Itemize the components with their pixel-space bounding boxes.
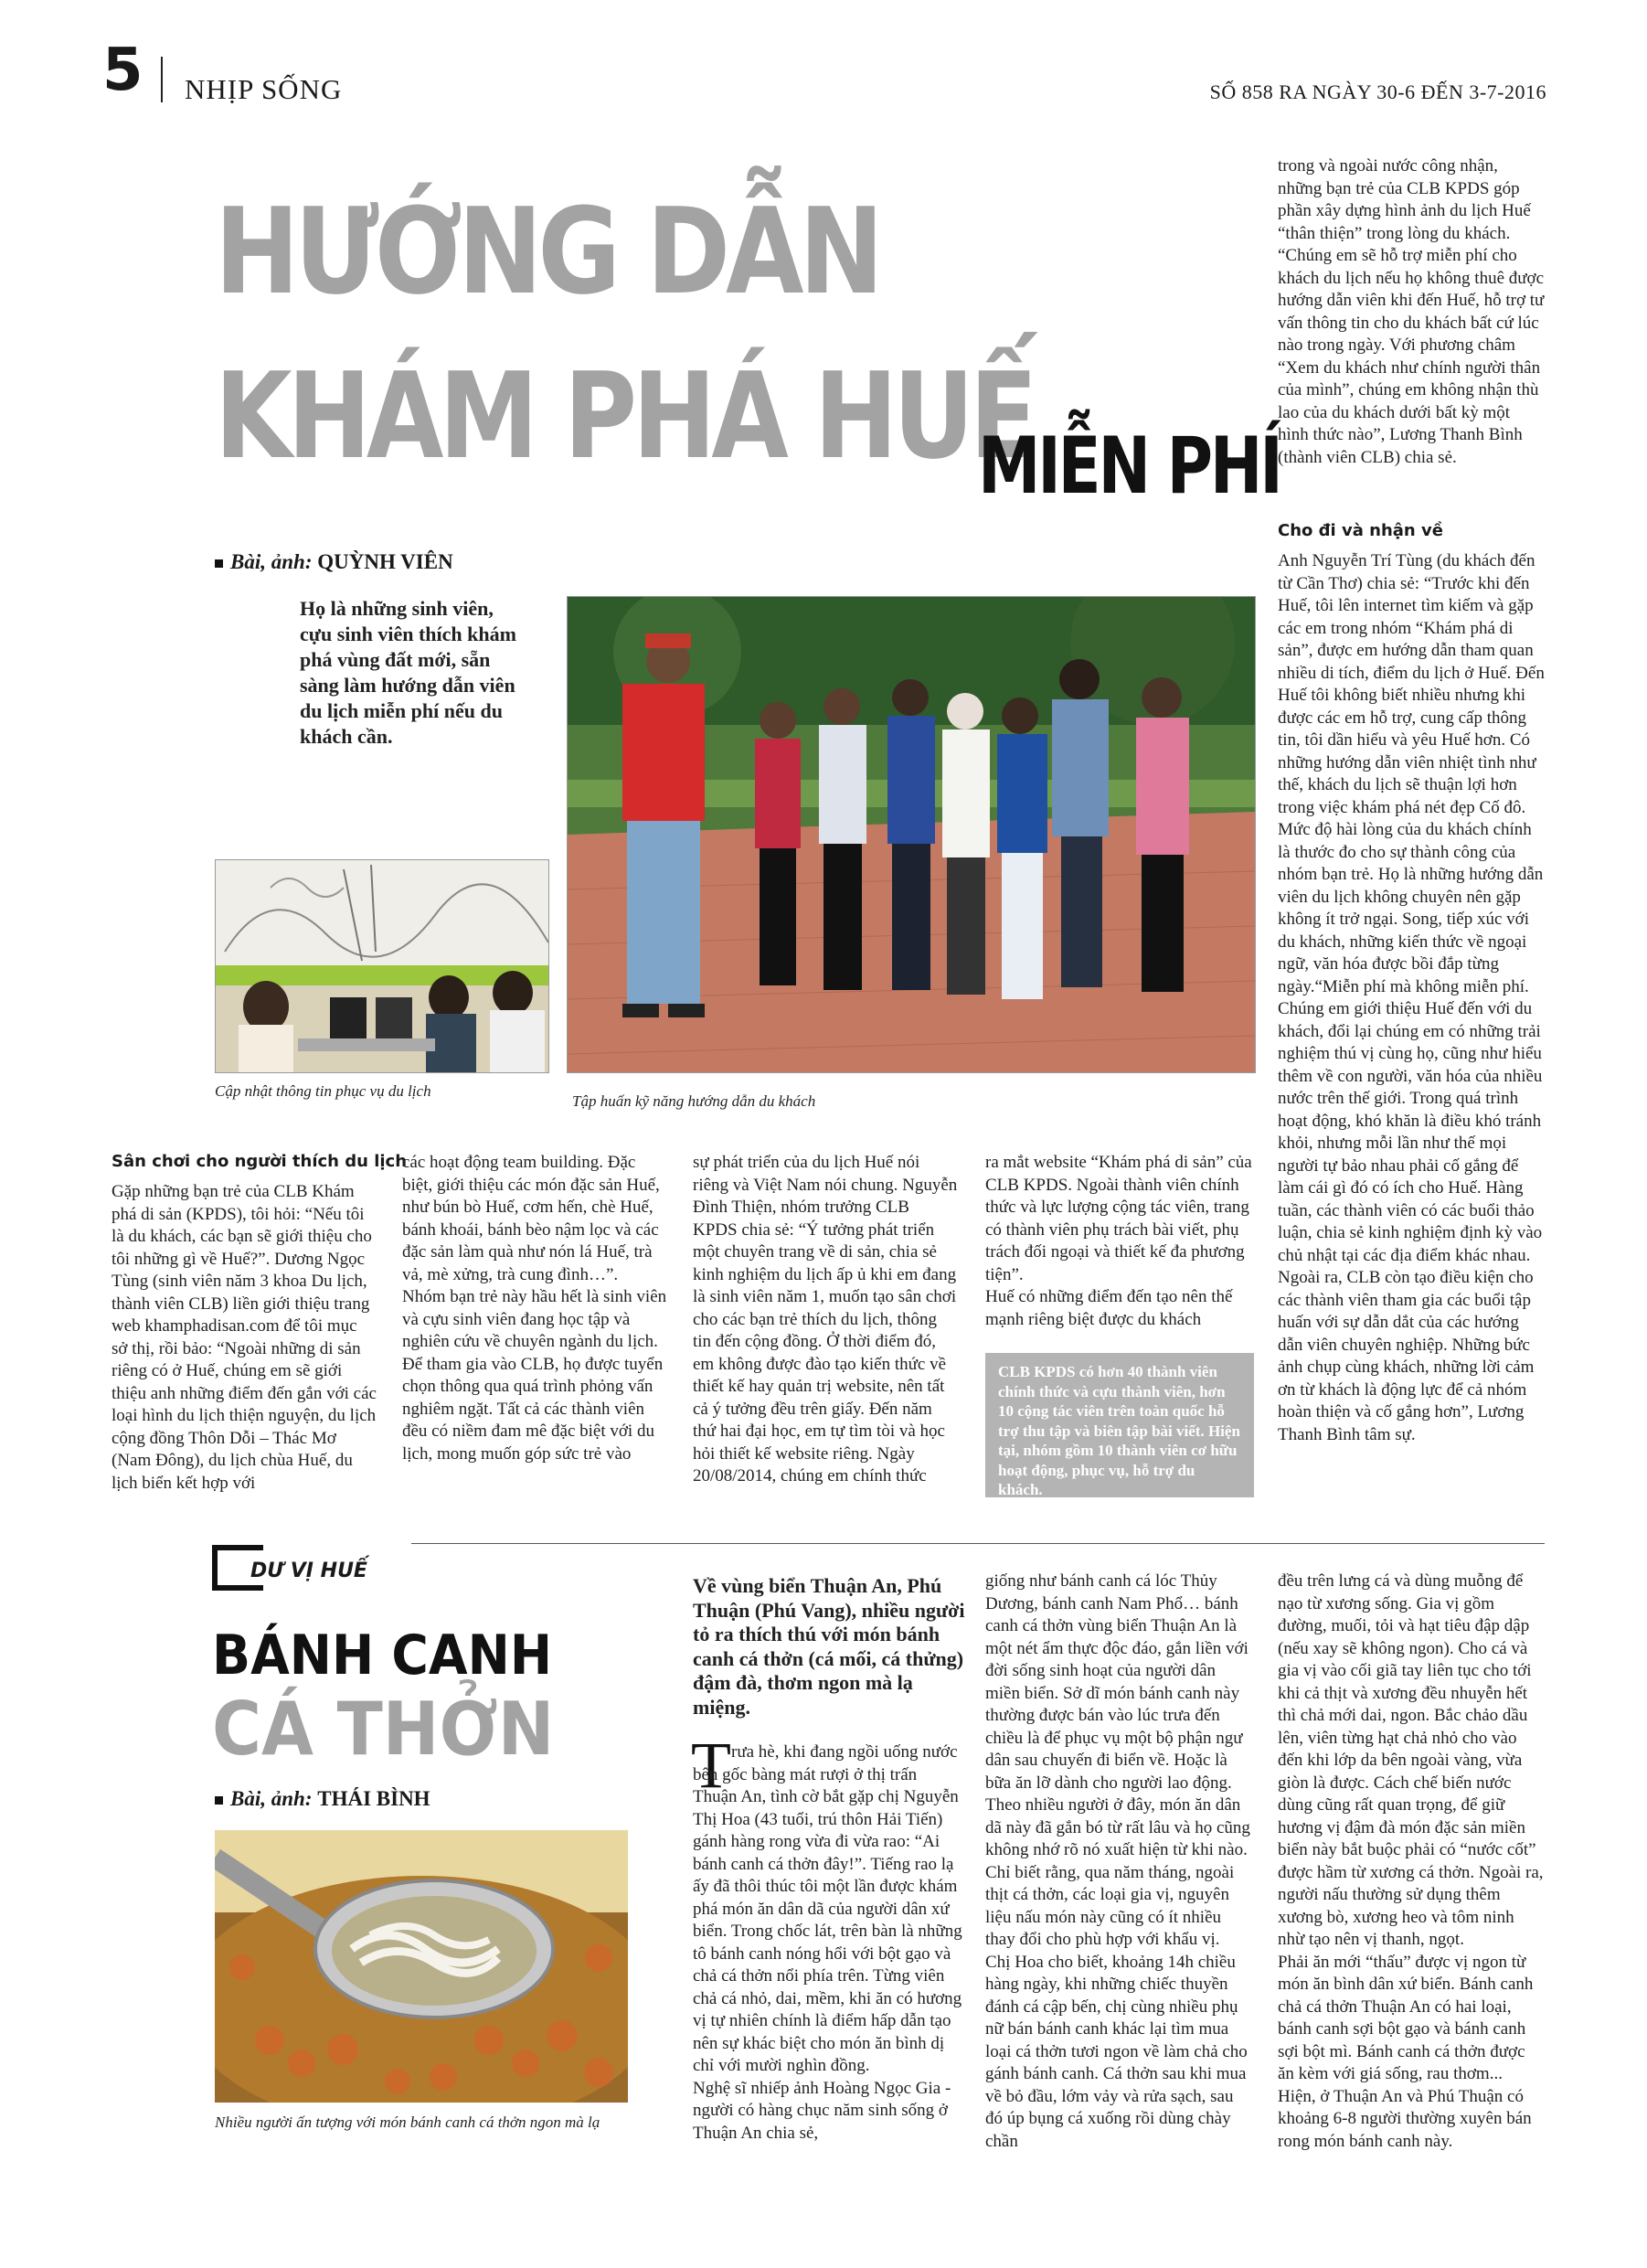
- article1-title-line1: HƯỚNG DẪN: [215, 182, 879, 321]
- article2-byline: [215, 1787, 430, 1811]
- article1-title-line3: MIỄN PHÍ: [978, 421, 1280, 512]
- byline-prefix: Bài, ảnh:: [230, 550, 313, 573]
- article2-column-2: giống như bánh canh cá lóc Thủy Dương, bánh canh Nam Phổ… bánh canh cá thởn vùng biển Thuận An là một nét ẩm thực độc đáo, gắn liền với đời sống sinh hoạt của người dân miền biển. Sở dĩ món bánh canh này thường được bán vào lúc trưa đến chiều là để phục vụ một bộ phận ngư dân sau chuyến đi biển về. Hoặc là bữa ăn lỡ dành cho người lao động. Theo nhiều người ở đây, món ăn dân dã này đã gắn bó từ rất lâu và họ cũng không nhớ rõ nó xuất hiện từ khi nào. Chỉ biết rằng, qua năm tháng, ngoài thịt cá thởn, các loại gia vị, nguyên liệu nấu món này cũng có ít nhiều thay đổi cho phù hợp với khẩu vị. Chị Hoa cho biết, khoảng 14h chiều hàng ngày, khi những chiếc thuyền đánh cá cập bến, chị cùng nhiều phụ nữ bán bánh canh khác lại tìm mua loại cá thởn tươi ngon về làm chả cho gánh bánh canh. Cá thởn sau khi mua về bỏ đầu, lớm vảy và rửa sạch, sau đó úp bụng cá xuống rồi dùng chày chần: [985, 1571, 1250, 2151]
- photo-banh-canh: [215, 1830, 628, 2103]
- article1-subheading-1: Sân chơi cho người thích du lịch: [112, 1152, 408, 1171]
- bullet-icon: [215, 1796, 223, 1805]
- photo-training-group: [567, 596, 1256, 1073]
- page-number: 5: [102, 37, 143, 104]
- article1-title-line2: KHÁM PHÁ HUẾ: [215, 346, 1034, 485]
- article1-column-2: các hoạt động team building. Đặc biệt, giới thiệu các món đặc sản Huế, như bún bò Huế, cơm hến, chè Huế, bánh khoái, bánh bèo nậm lọc và các đặc sản làm quà như nón lá Huế, trà vả, mè xửng, trà cung đình…”. Nhóm bạn trẻ này hầu hết là sinh viên và cựu sinh viên đang học tập và nghiên cứu về chuyên ngành du lịch. Để tham gia vào CLB, họ được tuyển chọn thông qua quá trình phỏng vấn nghiêm ngặt. Tất cả các thành viên đều có niềm đam mê đặc biệt với du lịch, mong muốn góp sức trẻ vào: [402, 1153, 667, 1464]
- header-divider: [161, 57, 163, 102]
- article1-column-1: Gặp những bạn trẻ của CLB Khám phá di sản (KPDS), tôi hỏi: “Nếu tôi là du khách, các bạn sẽ giới thiệu cho tôi những gì về Huế?”. Dương Ngọc Tùng (sinh viên năm 3 khoa Du lịch, thành viên CLB) liền giới thiệu trang web khamphadisan.com để tôi mục sở thị, rồi bảo: “Ngoài những di sản riêng có ở Huế, chúng em sẽ giới thiệu anh những điểm đến gắn với các loại hình du lịch thiện nguyện, du lịch cộng đồng Thôn Dỗi – Thác Mơ (Nam Đông), du lịch chùa Huế, du lịch biển kết hợp với: [112, 1182, 377, 1493]
- bullet-icon: [215, 559, 223, 568]
- article2-title-line1: BÁNH CANH: [212, 1624, 553, 1688]
- article2-dropcap: T: [691, 1729, 731, 1802]
- article2-column-3: đều trên lưng cá và dùng muỗng để nạo từ xương sống. Gia vị gồm đường, muối, tỏi và hạt tiêu đập dập (nếu xay sẽ không ngon). Cho cá và gia vị vào cối giã tay liên tục cho tới khi cả thịt và xương đều nhuyễn hết thì chả mới dai, ngon. Bắc chảo dầu lên, viên từng hạt chả nhỏ cho vào đến khi lớp da bên ngoài vàng, vừa giòn là được. Cách chế biến nước dùng cũng rất quan trọng, để giữ hương vị đậm đà món đặc sản miền biển này bắt buộc phải có “nước cốt” được hầm từ xương cá thởn. Ngoài ra, người nấu thường sử dụng thêm xương bò, xương heo và tôm ninh nhừ tạo nên vị thanh, ngọt. Phải ăn mới “thấu” được vị ngon từ món ăn bình dân xứ biển. Bánh canh chả cá thởn Thuận An có hai loại, bánh canh sợi bột gạo và bánh canh sợi bột mì. Bánh canh cá thởn được ăn kèm với giá sống, rau thơm... Hiện, ở Thuận An và Phú Thuận có khoảng 6-8 người thường xuyên bán rong món bánh canh này.: [1278, 1571, 1544, 2151]
- article2-column-1: rưa hè, khi đang ngồi uống nước bên gốc bàng mát rượi ở thị trấn Thuận An, tình cờ bắt gặp chị Nguyễn Thị Hoa (43 tuổi, trú thôn Hải Tiến) gánh hàng rong vừa đi vừa rao: “Ai bánh canh cá thởn đây!”. Tiếng rao lạ ấy đã thôi thúc tôi một lần được khám phá món ăn dân dã của người dân xứ biển. Trong chốc lát, trên bàn là những tô bánh canh nóng hổi với bột gạo và chả cá thởn nổi phía trên. Từng viên chả cá nhỏ, dai, mềm, khi ăn có hương vị tự nhiên chính là điểm hấp dẫn tạo nên sự khác biệt cho món ăn bình dị chỉ với mười nghìn đồng. Nghệ sĩ nhiếp ảnh Hoàng Ngọc Gia - người có hàng chục năm sinh sống ở Thuận An chia sẻ,: [693, 1742, 962, 2143]
- section-name: NHỊP SỐNG: [185, 73, 343, 105]
- info-box-text: CLB KPDS có hơn 40 thành viên chính thức và cựu thành viên, hơn 10 cộng tác viên trên toàn quốc hỗ trợ thu tập và biên tập bài viết. Hiện tại, nhóm gồm 10 thành viên cơ hữu hoạt động, phục vụ, hỗ trợ du khách.: [998, 1363, 1240, 1498]
- caption-large-photo: Tập huấn kỹ năng hướng dẫn du khách: [572, 1092, 816, 1110]
- article2-title-line2: CÁ THỞN: [212, 1687, 555, 1772]
- photo-computer-room: [215, 859, 549, 1073]
- caption-soup-photo: Nhiều người ấn tượng với món bánh canh cá thởn ngon mà lạ: [215, 2114, 600, 2131]
- byline-author: QUỲNH VIÊN: [317, 550, 453, 573]
- article1-right-column-top: trong và ngoài nước công nhận, những bạn trẻ của CLB KPDS góp phần xây dựng hình ảnh du lịch Huế “thân thiện” trong lòng du khách. “Chúng em sẽ hỗ trợ miễn phí cho khách du lịch nếu họ không thuê được hướng dẫn viên khi đến Huế, hỗ trợ tư vấn thông tin cho du khách bất cứ lúc nào trong ngày. Với phương châm “Xem du khách như chính người thân của mình”, chúng em không nhận thù lao của du khách dưới bất kỳ một hình thức nào”, Lương Thanh Bình (thành viên CLB) chia sẻ.: [1278, 156, 1545, 467]
- article2-kicker: DƯ VỊ HUẾ: [247, 1560, 371, 1582]
- article1-column-3: sự phát triển của du lịch Huế nói riêng và Việt Nam nói chung. Nguyễn Đình Thiện, nhóm trưởng CLB KPDS chia sẻ: “Ý tưởng phát triển một chuyên trang về di sản, chia sẻ kinh nghiệm du lịch ấp ủ khi em đang là sinh viên năm 1, muốn tạo sân chơi cho các bạn trẻ thích du lịch, thông tin đến cộng đồng. Ở thời điểm đó, em không được đào tạo kiến thức về thiết kế hay quản trị website, nên tất cả ý tưởng đều trên giấy. Đến năm thứ hai đại học, em tự tìm tòi và học hỏi thiết kế website riêng. Ngày 20/08/2014, chúng em chính thức: [693, 1153, 958, 1485]
- article2-lead: Về vùng biển Thuận An, Phú Thuận (Phú Vang), nhiều người tỏ ra thích thú với món bánh canh cá thởn (cá mối, cá thửng) đậm đà, thơm ngon mà lạ miệng.: [693, 1574, 965, 1719]
- article1-right-column-bottom: Anh Nguyễn Trí Tùng (du khách đến từ Cần Thơ) chia sẻ: “Trước khi đến Huế, tôi lên internet tìm kiếm và gặp các em trong nhóm “Khám phá di sản”, được em hướng dẫn tham quan nhiều di tích, điểm du lịch ở Huế. Đến Huế tôi không biết nhiều nhưng khi được các em hỗ trợ, cung cấp thông tin, tôi dần hiểu và yêu Huế hơn. Có những hướng dẫn viên nhiệt tình như thế, khách du lịch sẽ thuận lợi hơn trong việc khám phá nét đẹp Cố đô. Mức độ hài lòng của du khách chính là thước đo cho sự thành công của nhóm bạn trẻ. Họ là những hướng dẫn viên du lịch không chuyên nên gặp không ít trở ngại. Song, tiếp xúc với du khách, những kiến thức về ngoại ngữ, văn hóa được bồi đắp từng ngày.“Miễn phí mà không miễn phí. Chúng em giới thiệu Huế đến với du khách, đổi lại chúng em có những trải nghiệm thú vị cùng họ, cũng như hiểu thêm về con người, văn hóa của nhiều nước trên thế giới. Trong quá trình hoạt động, khó khăn là điều khó tránh khỏi, nhưng mỗi lần như thế mọi người tự bảo nhau phải cố gắng để làm cái gì đó có ích cho Huế. Hàng tuần, các thành viên có các buổi thảo luận, chia sẻ kinh nghiệm định kỳ vào chủ nhật tại các địa điểm khác nhau. Ngoài ra, CLB còn tạo điều kiện cho các thành viên tham gia các buổi tập huấn với sự dẫn dắt của các hướng dẫn viên chuyên nghiệp. Những bức ảnh chụp cùng khách, những lời cảm ơn từ khách là động lực để cả nhóm hoàn thiện và cố gắng hơn”, Lương Thanh Bình tâm sự.: [1278, 551, 1545, 1444]
- byline-prefix: Bài, ảnh:: [230, 1787, 313, 1810]
- article1-info-box: [985, 1353, 1254, 1497]
- issue-info: SỐ 858 RA NGÀY 30-6 ĐẾN 3-7-2016: [1209, 80, 1546, 103]
- byline-author: THÁI BÌNH: [317, 1787, 430, 1810]
- article1-column-4: ra mắt website “Khám phá di sản” của CLB KPDS. Ngoài thành viên chính thức và lực lượng cộng tác viên, trang có thành viên phụ trách bài viết, phụ trách đối ngoại và thiết kế đa phương tiện”. Huế có những điểm đến tạo nên thế mạnh riêng biệt được du khách: [985, 1153, 1252, 1329]
- article1-lead: Họ là những sinh viên, cựu sinh viên thích khám phá vùng đất mới, sẵn sàng làm hướng dẫn viên du lịch miễn phí nếu du khách cần.: [300, 597, 516, 748]
- page-header: [0, 0, 1647, 119]
- caption-small-photo: Cập nhật thông tin phục vụ du lịch: [215, 1082, 431, 1100]
- article1-subheading-2: Cho đi và nhận về: [1278, 521, 1443, 540]
- article1-byline: [215, 550, 453, 574]
- section-divider: [411, 1543, 1545, 1544]
